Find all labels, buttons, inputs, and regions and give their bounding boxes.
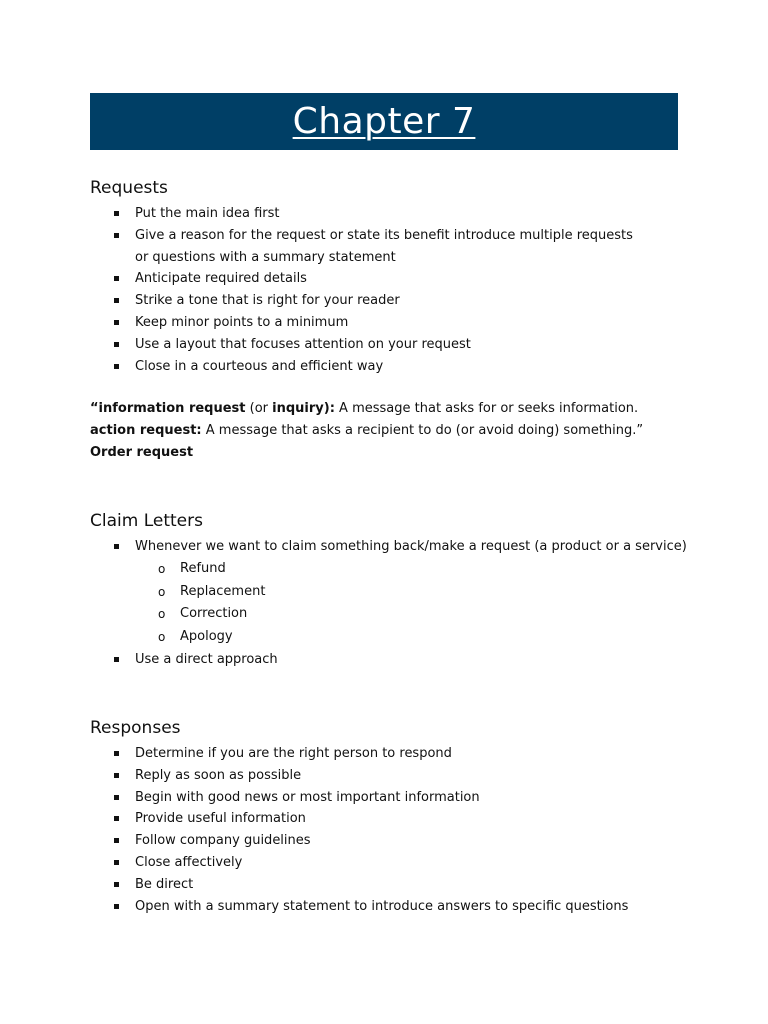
- list-item: Begin with good news or most important information: [90, 787, 690, 809]
- requests-section: [90, 177, 690, 377]
- info-term-a: “information request: [90, 401, 246, 416]
- order-term: Order request: [90, 444, 194, 460]
- info-text: A message that asks for or seeks information.: [334, 401, 639, 416]
- list-item: Put the main idea first: [90, 203, 690, 225]
- claim-letters-section: [90, 510, 690, 670]
- info-colon: ):: [323, 401, 335, 416]
- sub-list-item: o Refund: [90, 558, 690, 581]
- list-item: Keep minor points to a minimum: [90, 312, 690, 334]
- list-item: Use a direct approach: [90, 649, 690, 671]
- list-item: Determine if you are the right person to respond: [90, 743, 690, 765]
- list-item: Strike a tone that is right for your reader: [90, 290, 690, 312]
- list-item: Follow company guidelines: [90, 830, 690, 852]
- information-request-definition: [90, 398, 690, 420]
- page-title: Chapter 7: [292, 101, 476, 142]
- list-item: Close affectively: [90, 852, 690, 874]
- list-item: Provide useful information: [90, 808, 690, 830]
- sub-list-item: o Apology: [90, 626, 690, 649]
- list-item: Give a reason for the request or state its benefit introduce multiple requests or questions with a summary statement: [90, 225, 635, 269]
- title-banner: [90, 93, 678, 150]
- info-term-b: inquiry: [272, 401, 324, 416]
- requests-list: [90, 203, 690, 377]
- claim-letters-heading: Claim Letters: [90, 511, 203, 531]
- responses-section: [90, 717, 690, 917]
- list-item: Anticipate required details: [90, 268, 690, 290]
- list-item: Open with a summary statement to introduce answers to specific questions: [90, 896, 690, 918]
- claim-letters-list: [90, 536, 690, 558]
- action-term: action request:: [90, 422, 202, 438]
- action-request-definition: [90, 420, 690, 442]
- requests-heading: Requests: [90, 178, 168, 198]
- claim-letters-sublist: [90, 558, 690, 649]
- definitions-block: [90, 398, 690, 463]
- sub-list-item: o Replacement: [90, 581, 690, 604]
- responses-heading: Responses: [90, 718, 181, 738]
- sub-list-item: o Correction: [90, 603, 690, 626]
- list-item: Use a layout that focuses attention on your request: [90, 334, 690, 356]
- responses-list: [90, 743, 690, 917]
- action-text: A message that asks a recipient to do (or avoid doing) something.”: [201, 422, 644, 438]
- order-request-label: [90, 442, 690, 464]
- claim-letters-list-2: [90, 649, 690, 671]
- list-item: Be direct: [90, 874, 690, 896]
- list-item: Reply as soon as possible: [90, 765, 690, 787]
- info-paren-open: (or: [245, 401, 273, 416]
- list-item: Whenever we want to claim something back/make a request (a product or a service): [90, 536, 690, 558]
- list-item: Close in a courteous and efficient way: [90, 356, 690, 378]
